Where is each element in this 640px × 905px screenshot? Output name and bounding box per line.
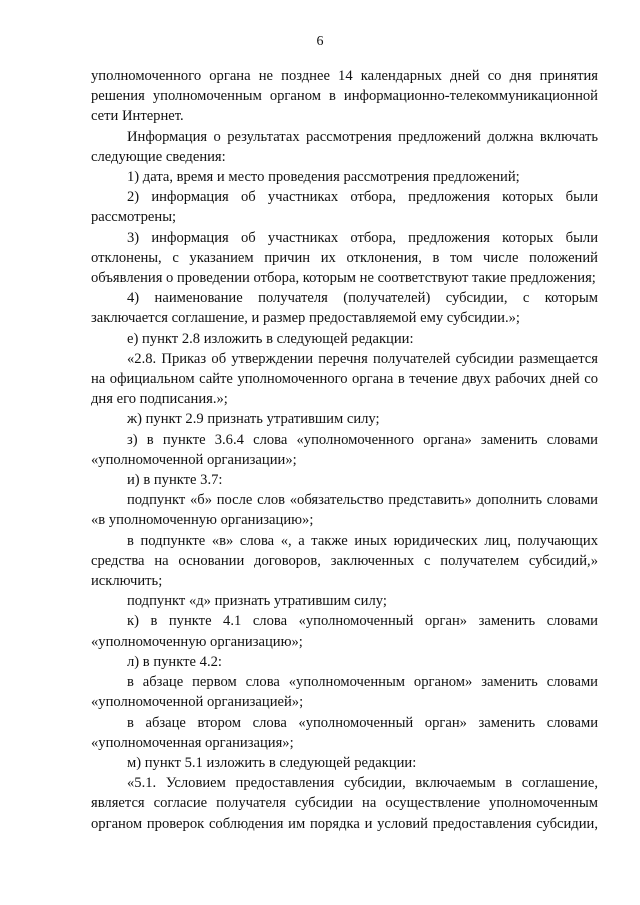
amendment-l: л) в пункте 4.2:	[127, 653, 222, 670]
amendment-e: е) пункт 2.8 изложить в следующей редакции:	[127, 330, 414, 347]
subitem-d: подпункт «д» признать утратившим силу;	[127, 593, 387, 610]
amendment-k: к) в пункте 4.1 слова «уполномоченный орган» заменить словами «уполномоченную организацию»;	[91, 613, 598, 650]
paragraph-first-abzats: в абзаце первом слова «уполномоченным органом» заменить словами «уполномоченной организацией»;	[91, 674, 598, 711]
clause-2-8-text: «2.8. Приказ об утверждении перечня получателей субсидии размещается на официальном сайте уполномоченного органа в течение двух рабочих дней со дня его подписания.»;	[91, 350, 598, 408]
subitem-v: в подпункте «в» слова «, а также иных юридических лиц, получающих средства на основании договоров, заключенных с получателем субсидий,» исключить;	[91, 532, 598, 590]
paragraph-second-abzats: в абзаце втором слова «уполномоченный орган» заменить словами «уполномоченная организация»;	[91, 714, 598, 751]
list-item-1: 1) дата, время и место проведения рассмотрения предложений;	[127, 169, 520, 186]
document-body	[91, 66, 598, 834]
paragraph-continuation: уполномоченного органа не позднее 14 календарных дней со дня принятия решения уполномоченным органом в информационно-телекоммуникационной сети Интернет.	[91, 68, 598, 125]
amendment-z: з) в пункте 3.6.4 слова «уполномоченного органа» заменить словами «уполномоченной организации»;	[91, 431, 598, 468]
page-number: 6	[316, 34, 324, 49]
list-item-3: 3) информация об участниках отбора, предложения которых были отклонены, с указанием причин их отклонения, в том числе положений объявления о проведении отбора, которым не соответствуют такие предложения;	[91, 229, 598, 287]
subitem-b: подпункт «б» после слов «обязательство представить» дополнить словами «в уполномоченную организацию»;	[91, 492, 598, 529]
amendment-zh: ж) пункт 2.9 признать утратившим силу;	[127, 411, 380, 428]
list-item-4: 4) наименование получателя (получателей) субсидии, с которым заключается соглашение, и размер предоставляемой ему субсидии.»;	[91, 290, 598, 327]
clause-5-1-text: «5.1. Условием предоставления субсидии, включаемым в соглашение, является согласие получателя субсидии на осуществление уполномоченным органом проверок соблюдения им порядка и условий предоставления субсидии,	[91, 775, 598, 832]
paragraph-info-contents: Информация о результатах рассмотрения предложений должна включать следующие сведения:	[91, 128, 598, 165]
amendment-m: м) пункт 5.1 изложить в следующей редакции:	[127, 754, 417, 771]
amendment-i: и) в пункте 3.7:	[127, 472, 223, 489]
list-item-2: 2) информация об участниках отбора, предложения которых были рассмотрены;	[91, 189, 598, 226]
